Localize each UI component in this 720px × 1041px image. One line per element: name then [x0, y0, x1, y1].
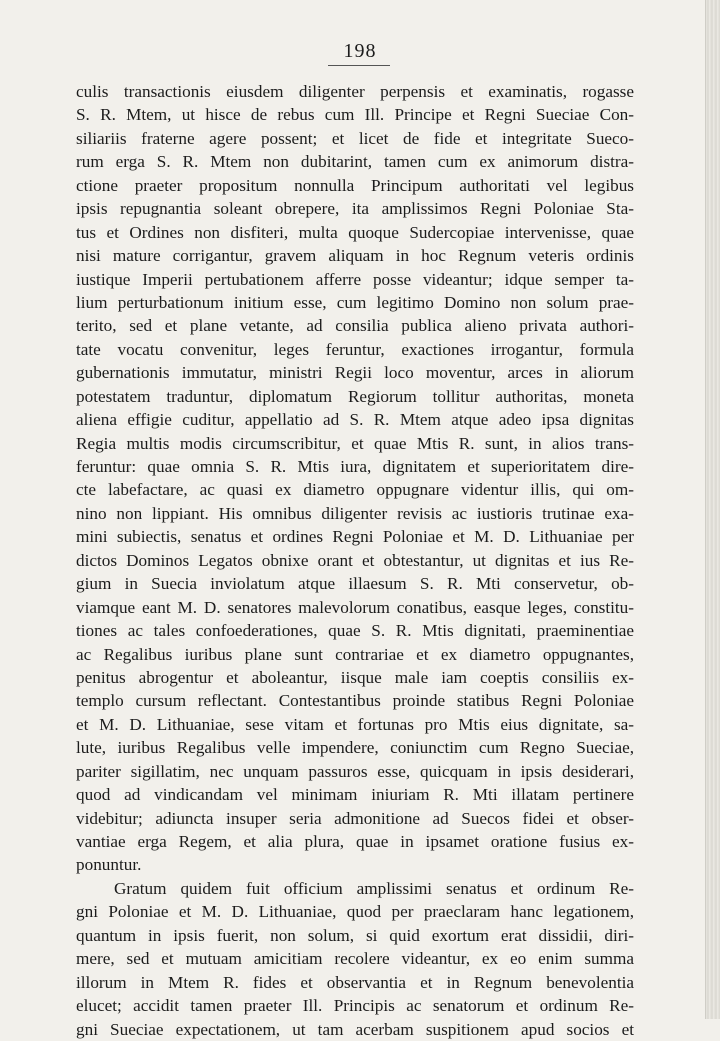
- text-line: mini subiectis, senatus et ordines Regni Poloniae et M. D. Lithuaniae per: [76, 527, 634, 547]
- text-line: rum erga S. R. Mtem non dubitarint, tamen cum ex animorum distra-: [76, 152, 634, 172]
- text-line: ponuntur.: [76, 855, 142, 875]
- text-line: et M. D. Lithuaniae, sese vitam et fortunas pro Mtis eius dignitate, sa-: [76, 714, 634, 734]
- text-line: ac Regalibus iuribus plane sunt contrariae et ex diametro oppugnantes,: [76, 644, 634, 664]
- page-number: 198: [343, 40, 377, 62]
- text-line: mere, sed et mutuam amicitiam recolere videantur, ex eo enim summa: [76, 949, 634, 969]
- text-line: gium in Suecia inviolatum atque illaesum S. R. Mti conservetur, ob-: [76, 574, 634, 594]
- page-edge: [705, 0, 720, 1019]
- text-line: tiones ac tales confoederationes, quae S. R. Mtis dignitati, praeminentiae: [76, 621, 634, 641]
- text-line: aliena effigie cuditur, appellatio ad S. R. Mtem atque adeo ipsa dignitas: [76, 410, 634, 430]
- text-line: Regia multis modis circumscribitur, et quae Mtis R. sunt, in alios trans-: [76, 433, 634, 453]
- text-line: tus et Ordines non disfiteri, multa quoque Sudercopiae intervenisse, quae: [76, 222, 634, 242]
- text-line: templo cursum reflectant. Contestantibus proinde statibus Regni Poloniae: [76, 691, 634, 711]
- text-line: Gratum quidem fuit officium amplissimi senatus et ordinum Re-: [114, 878, 634, 898]
- text-line: siliariis fraterne agere possent; et licet de fide et integritate Sueco-: [76, 128, 634, 148]
- text-line: penitus abrogentur et aboleantur, iisque male iam coeptis consiliis ex-: [76, 667, 634, 687]
- text-line: lium perturbationum initium esse, cum legitimo Domino non solum prae-: [76, 292, 634, 312]
- text-line: nino non lippiant. His omnibus diligenter revisis ac iustioris trutinae exa-: [76, 503, 634, 523]
- text-line: dictos Dominos Legatos obnixe orant et obtestantur, ut dignitas et ius Re-: [76, 550, 634, 570]
- text-line: culis transactionis eiusdem diligenter perpensis et examinatis, rogasse: [76, 82, 634, 101]
- text-line: iustique Imperii pertubationem afferre posse videantur; idque semper ta-: [76, 269, 634, 289]
- text-line: illorum in Mtem R. fides et observantia et in Regnum benevolentia: [76, 972, 634, 992]
- text-line: elucet; accidit tamen praeter Ill. Principis ac senatorum et ordinum Re-: [76, 996, 634, 1016]
- text-line: cte labefactare, ac quasi ex diametro oppugnare videntur illis, qui om-: [76, 480, 634, 500]
- text-line: ctione praeter propositum nonnulla Principum authoritati vel legibus: [76, 175, 634, 195]
- text-line: lute, iuribus Regalibus velle impendere, coniunctim cum Regno Sueciae,: [76, 738, 634, 758]
- text-line: gni Sueciae expectationem, ut tam acerbam suspitionem apud socios et: [76, 1019, 634, 1039]
- text-line: S. R. Mtem, ut hisce de rebus cum Ill. Principe et Regni Sueciae Con-: [76, 105, 634, 125]
- text-line: terito, sed et plane vetante, ad consilia publica alieno privata authori-: [76, 316, 634, 336]
- page-number-rule: [328, 65, 390, 66]
- text-line: gubernationis immutatur, ministri Regii loco moventur, arces in aliorum: [76, 363, 634, 383]
- text-line: feruntur: quae omnia S. R. Mtis iura, dignitatem et superioritatem dire-: [76, 457, 634, 476]
- text-line: gni Poloniae et M. D. Lithuaniae, quod per praeclaram hanc legationem,: [76, 902, 634, 922]
- text-line: pariter sigillatim, nec unquam passuros esse, quicquam in ipsis desiderari,: [76, 761, 634, 781]
- body-text: [76, 80, 634, 1041]
- text-line: tate vocatu convenitur, leges feruntur, exactiones irrogantur, formula: [76, 339, 634, 359]
- text-line: quod ad vindicandam vel minimam iniuriam R. Mti illatam pertinere: [76, 785, 634, 805]
- text-line: nisi mature corrigantur, gravem aliquam in hoc Regnum veteris ordinis: [76, 246, 634, 266]
- text-line: potestatem traduntur, diplomatum Regiorum tollitur authoritas, moneta: [76, 386, 634, 406]
- text-line: videbitur; adiuncta insuper seria admonitione ad Suecos fidei et obser-: [76, 808, 634, 828]
- text-line: ipsis repugnantia soleant obrepere, ita amplissimos Regni Poloniae Sta-: [76, 199, 634, 219]
- text-line: viamque eant M. D. senatores malevolorum conatibus, easque leges, constitu-: [76, 597, 634, 617]
- text-line: quantum in ipsis fuerit, non solum, si quid exortum erat dissidii, diri-: [76, 925, 634, 945]
- text-line: vantiae erga Regem, et alia plura, quae in ipsamet oratione fusius ex-: [76, 832, 634, 851]
